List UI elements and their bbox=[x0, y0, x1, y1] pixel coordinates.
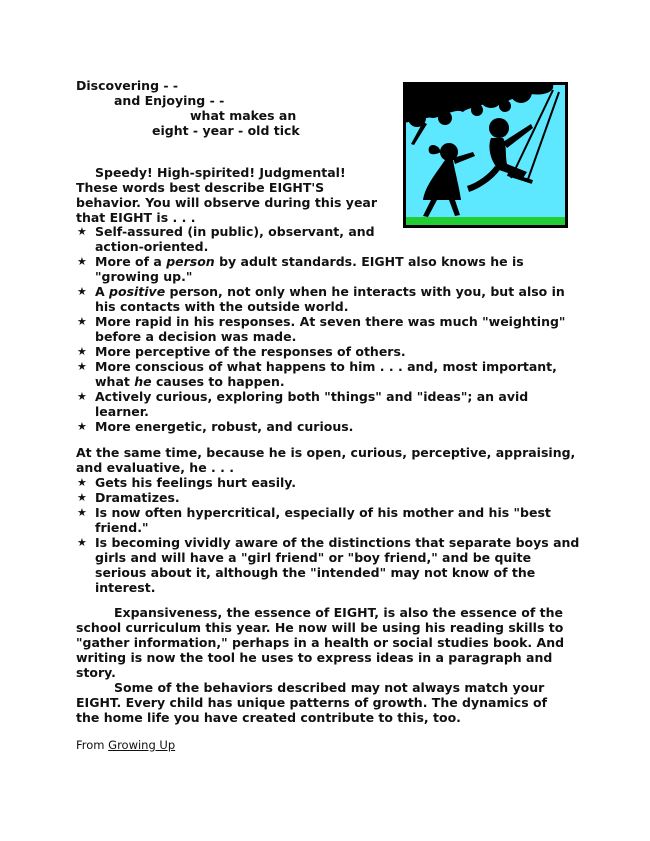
list-item: ★ Is now often hypercritical, especially of his mother and his "best friend." bbox=[77, 505, 551, 535]
star-bullet-icon: ★ bbox=[77, 491, 87, 504]
star-bullet-icon: ★ bbox=[77, 420, 87, 433]
children-swing-illustration bbox=[403, 82, 568, 228]
star-bullet-icon: ★ bbox=[77, 225, 87, 238]
feelings-list bbox=[76, 475, 579, 595]
list-item: ★ More rapid in his responses. At seven there was much "weighting" before a decision was made. bbox=[77, 314, 566, 344]
title-line-1: Discovering - - bbox=[76, 78, 179, 93]
intro-line-1: Speedy! High-spirited! Judgmental! bbox=[95, 165, 346, 180]
intro-paragraph bbox=[76, 165, 377, 225]
star-bullet-icon: ★ bbox=[77, 255, 87, 268]
title-line-4: eight - year - old tick bbox=[152, 123, 300, 138]
para-line-7: EIGHT. Every child has unique patterns of growth. The dynamics of bbox=[76, 695, 548, 710]
para-line-6: Some of the behaviors described may not always match your bbox=[114, 680, 545, 695]
mid-line-1: At the same time, because he is open, curious, perceptive, appraising, bbox=[76, 445, 576, 460]
list-item: ★ A positive person, not only when he interacts with you, but also in his contacts with the outside world. bbox=[77, 284, 565, 314]
title-line-2: and Enjoying - - bbox=[114, 93, 225, 108]
intro-line-2: These words best describe EIGHT'S bbox=[76, 180, 325, 195]
title-line-3: what makes an bbox=[190, 108, 297, 123]
source-prefix: From bbox=[76, 738, 105, 752]
intro-line-3: behavior. You will observe during this year bbox=[76, 195, 378, 210]
document-title bbox=[76, 78, 300, 138]
intro-line-4: that EIGHT is . . . bbox=[76, 210, 196, 225]
para-line-4: writing is now the tool he uses to express ideas in a paragraph and bbox=[76, 650, 553, 665]
closing-paragraph bbox=[76, 605, 564, 725]
transition-paragraph bbox=[76, 445, 575, 475]
para-line-2: school curriculum this year. He now will be using his reading skills to bbox=[76, 620, 564, 635]
star-bullet-icon: ★ bbox=[77, 476, 87, 489]
para-line-3: "gather information," perhaps in a health or social studies book. And bbox=[76, 635, 565, 650]
star-bullet-icon: ★ bbox=[77, 315, 87, 328]
star-bullet-icon: ★ bbox=[77, 506, 87, 519]
para-line-5: story. bbox=[76, 665, 116, 680]
star-bullet-icon: ★ bbox=[77, 360, 87, 373]
star-bullet-icon: ★ bbox=[77, 345, 87, 358]
list-item: ★ More conscious of what happens to him . . . and, most important, what he causes to happen. bbox=[77, 359, 557, 389]
para-line-8: the home life you have created contribute to this, too. bbox=[76, 710, 461, 725]
list-item: ★ More of a person by adult standards. EIGHT also knows he is "growing up." bbox=[77, 254, 524, 284]
list-item: ★ Is becoming vividly aware of the distinctions that separate boys and girls and will have a "girl friend" or "boy friend," and be quite serious about it, although the "intended" may not know of the interest. bbox=[77, 535, 580, 595]
source-citation bbox=[76, 738, 175, 753]
list-item: ★ Actively curious, exploring both "things" and "ideas"; an avid learner. bbox=[77, 389, 529, 419]
star-bullet-icon: ★ bbox=[77, 390, 87, 403]
list-item: ★ Dramatizes. bbox=[77, 490, 180, 505]
mid-line-2: and evaluative, he . . . bbox=[76, 460, 234, 475]
list-item: ★ More perceptive of the responses of others. bbox=[77, 344, 406, 359]
star-bullet-icon: ★ bbox=[77, 536, 87, 549]
star-bullet-icon: ★ bbox=[77, 285, 87, 298]
source-title: Growing Up bbox=[108, 738, 176, 752]
list-item: ★ Self-assured (in public), observant, and action-oriented. bbox=[77, 224, 375, 254]
list-item: ★ More energetic, robust, and curious. bbox=[77, 419, 354, 434]
list-item: ★ Gets his feelings hurt easily. bbox=[77, 475, 297, 490]
traits-list bbox=[76, 224, 565, 434]
para-line-1: Expansiveness, the essence of EIGHT, is also the essence of the bbox=[114, 605, 563, 620]
